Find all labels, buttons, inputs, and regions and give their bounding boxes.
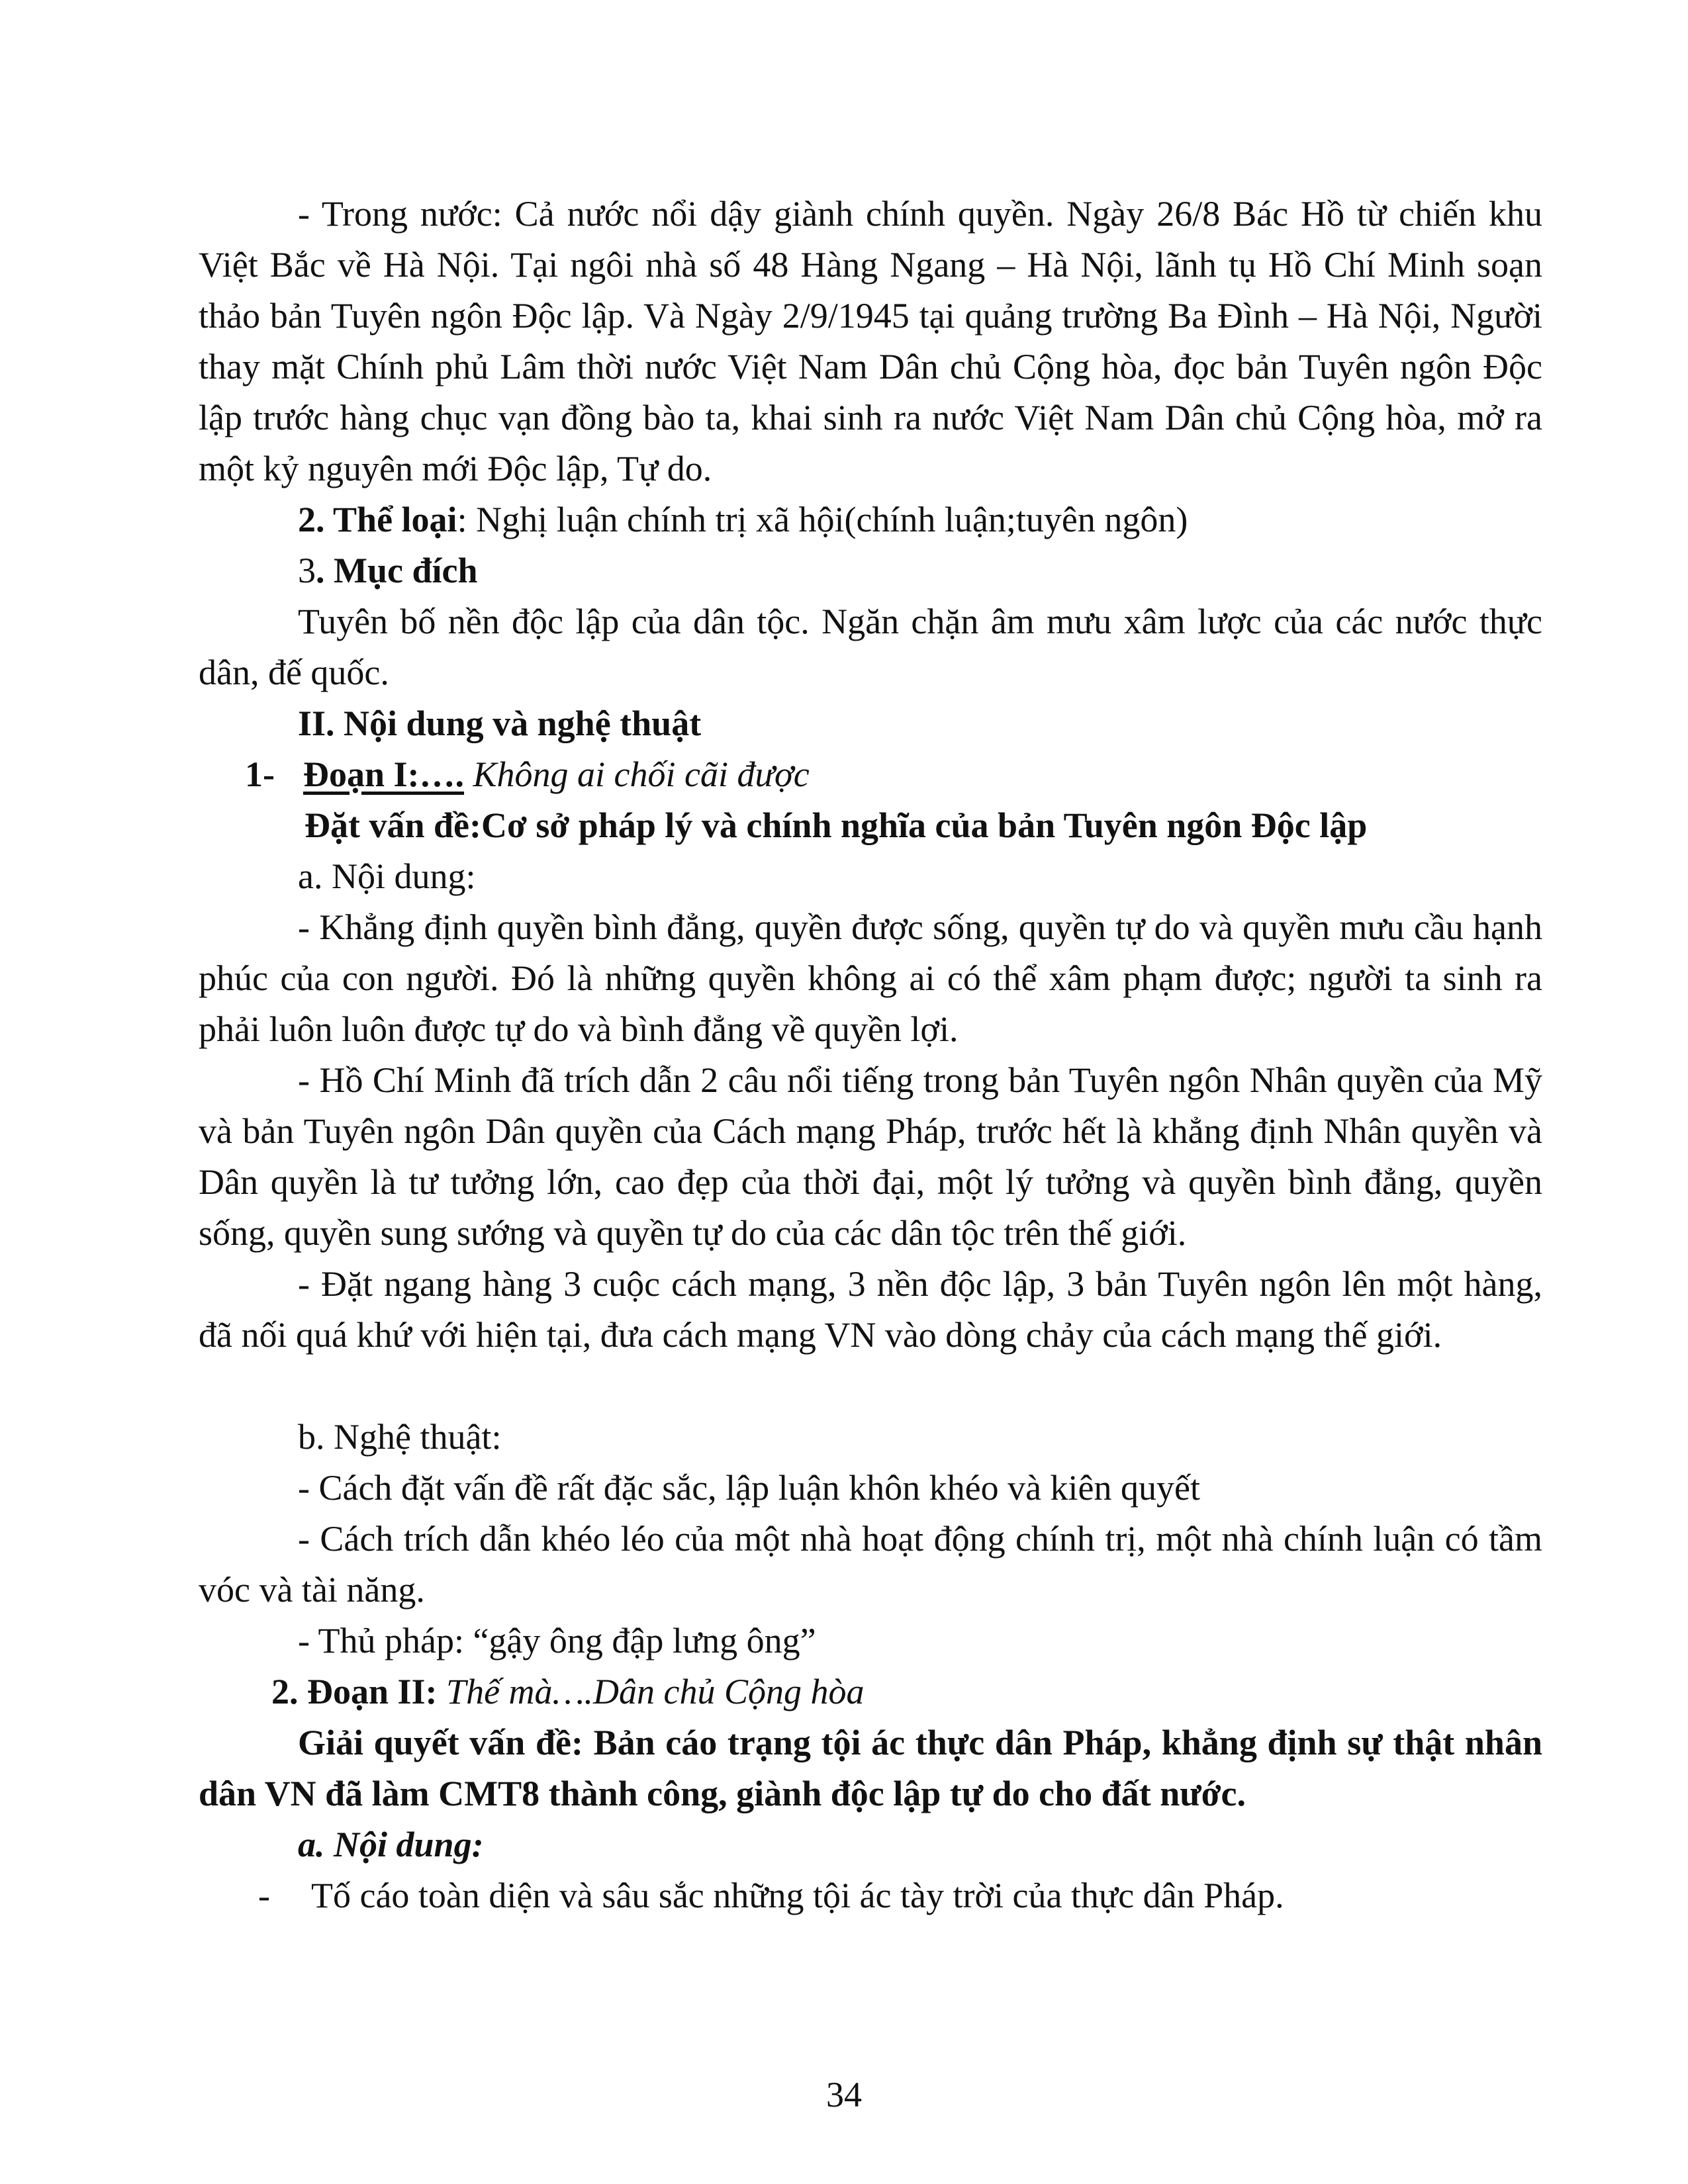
part1-subheading: Đặt vấn đề:Cơ sở pháp lý và chính nghĩa của bản Tuyên ngôn Độc lập	[305, 805, 1368, 845]
purpose-text: Tuyên bố nền độc lập của dân tộc. Ngăn chặn âm mưu xâm lược của các nước thực dân, đế quốc.	[199, 602, 1542, 692]
blank-line	[199, 1361, 1542, 1412]
purpose-heading	[199, 545, 1542, 596]
part2-subheading: Giải quyết vấn đề: Bản cáo trạng tội ác thực dân Pháp, khẳng định sự thật nhân dân VN đã làm CMT8 thành công, giành độc lập tự do cho đất nước.	[199, 1723, 1542, 1813]
part2-title: Thế mà….Dân chủ Cộng hòa	[437, 1672, 865, 1711]
part1-title: Không ai chối cãi được	[464, 754, 810, 794]
part2-heading	[199, 1666, 1542, 1717]
part1-art-item: - Cách đặt vấn đề rất đặc sắc, lập luận khôn khéo và kiên quyết	[298, 1468, 1200, 1508]
part2-item-text: Tố cáo toàn diện và sâu sắc những tội ác tày trời của thực dân Pháp.	[311, 1876, 1284, 1915]
purpose-number: 3	[298, 551, 316, 590]
section-heading: II. Nội dung và nghệ thuật	[298, 704, 702, 743]
part1-art-label: b. Nghệ thuật:	[298, 1417, 502, 1457]
part2-content-label: a. Nội dung:	[298, 1825, 484, 1864]
part1-content-item: - Đặt ngang hàng 3 cuộc cách mạng, 3 nền độc lập, 3 bản Tuyên ngôn lên một hàng, đã nối quá khứ với hiện tại, đưa cách mạng VN vào dòng chảy của cách mạng thế giới.	[199, 1264, 1542, 1355]
part2-content-item	[199, 1870, 1542, 1921]
document-body	[199, 189, 1542, 1921]
genre-line	[199, 494, 1542, 545]
part1-content-item: - Hồ Chí Minh đã trích dẫn 2 câu nổi tiếng trong bản Tuyên ngôn Nhân quyền của Mỹ và bản Tuyên ngôn Dân quyền của Cách mạng Pháp, trước hết là khẳng định Nhân quyền và Dân quyền là tư tưởng lớn, cao đẹp của thời đại, một lý tưởng và quyền bình đẳng, quyền sống, quyền sung sướng và quyền tự do của các dân tộc trên thế giới.	[199, 1060, 1542, 1253]
domestic-context-paragraph: - Trong nước: Cả nước nổi dậy giành chính quyền. Ngày 26/8 Bác Hồ từ chiến khu Việt Bắc về Hà Nội. Tại ngôi nhà số 48 Hàng Ngang – Hà Nội, lãnh tụ Hồ Chí Minh soạn thảo bản Tuyên ngôn Độc lập. Và Ngày 2/9/1945 tại quảng trường Ba Đình – Hà Nội, Người thay mặt Chính phủ Lâm thời nước Việt Nam Dân chủ Cộng hòa, đọc bản Tuyên ngôn Độc lập trước hàng chục vạn đồng bào ta, khai sinh ra nước Việt Nam Dân chủ Cộng hòa, mở ra một kỷ nguyên mới Độc lập, Tự do.	[199, 194, 1542, 488]
purpose-label: . Mục đích	[316, 551, 478, 590]
part1-art-item: - Thủ pháp: “gậy ông đập lưng ông”	[298, 1621, 816, 1661]
genre-text: : Nghị luận chính trị xã hội(chính luận;tuyên ngôn)	[457, 500, 1188, 539]
part1-label: Đoạn I:….	[303, 754, 465, 794]
part1-art-item: - Cách trích dẫn khéo léo của một nhà hoạt động chính trị, một nhà chính luận có tầm vóc và tài năng.	[199, 1519, 1542, 1610]
part1-heading	[199, 749, 1542, 800]
part1-number: 1-	[245, 754, 275, 794]
list-dash: -	[258, 1876, 270, 1915]
part1-content-item: - Khẳng định quyền bình đẳng, quyền được sống, quyền tự do và quyền mưu cầu hạnh phúc của con người. Đó là những quyền không ai có thể xâm phạm được; người ta sinh ra phải luôn luôn được tự do và bình đẳng về quyền lợi.	[199, 907, 1542, 1049]
part1-content-label: a. Nội dung:	[298, 856, 476, 896]
part2-label: 2. Đoạn II:	[271, 1672, 438, 1711]
genre-label: 2. Thể loại	[298, 500, 457, 539]
page-number: 34	[826, 2075, 862, 2115]
